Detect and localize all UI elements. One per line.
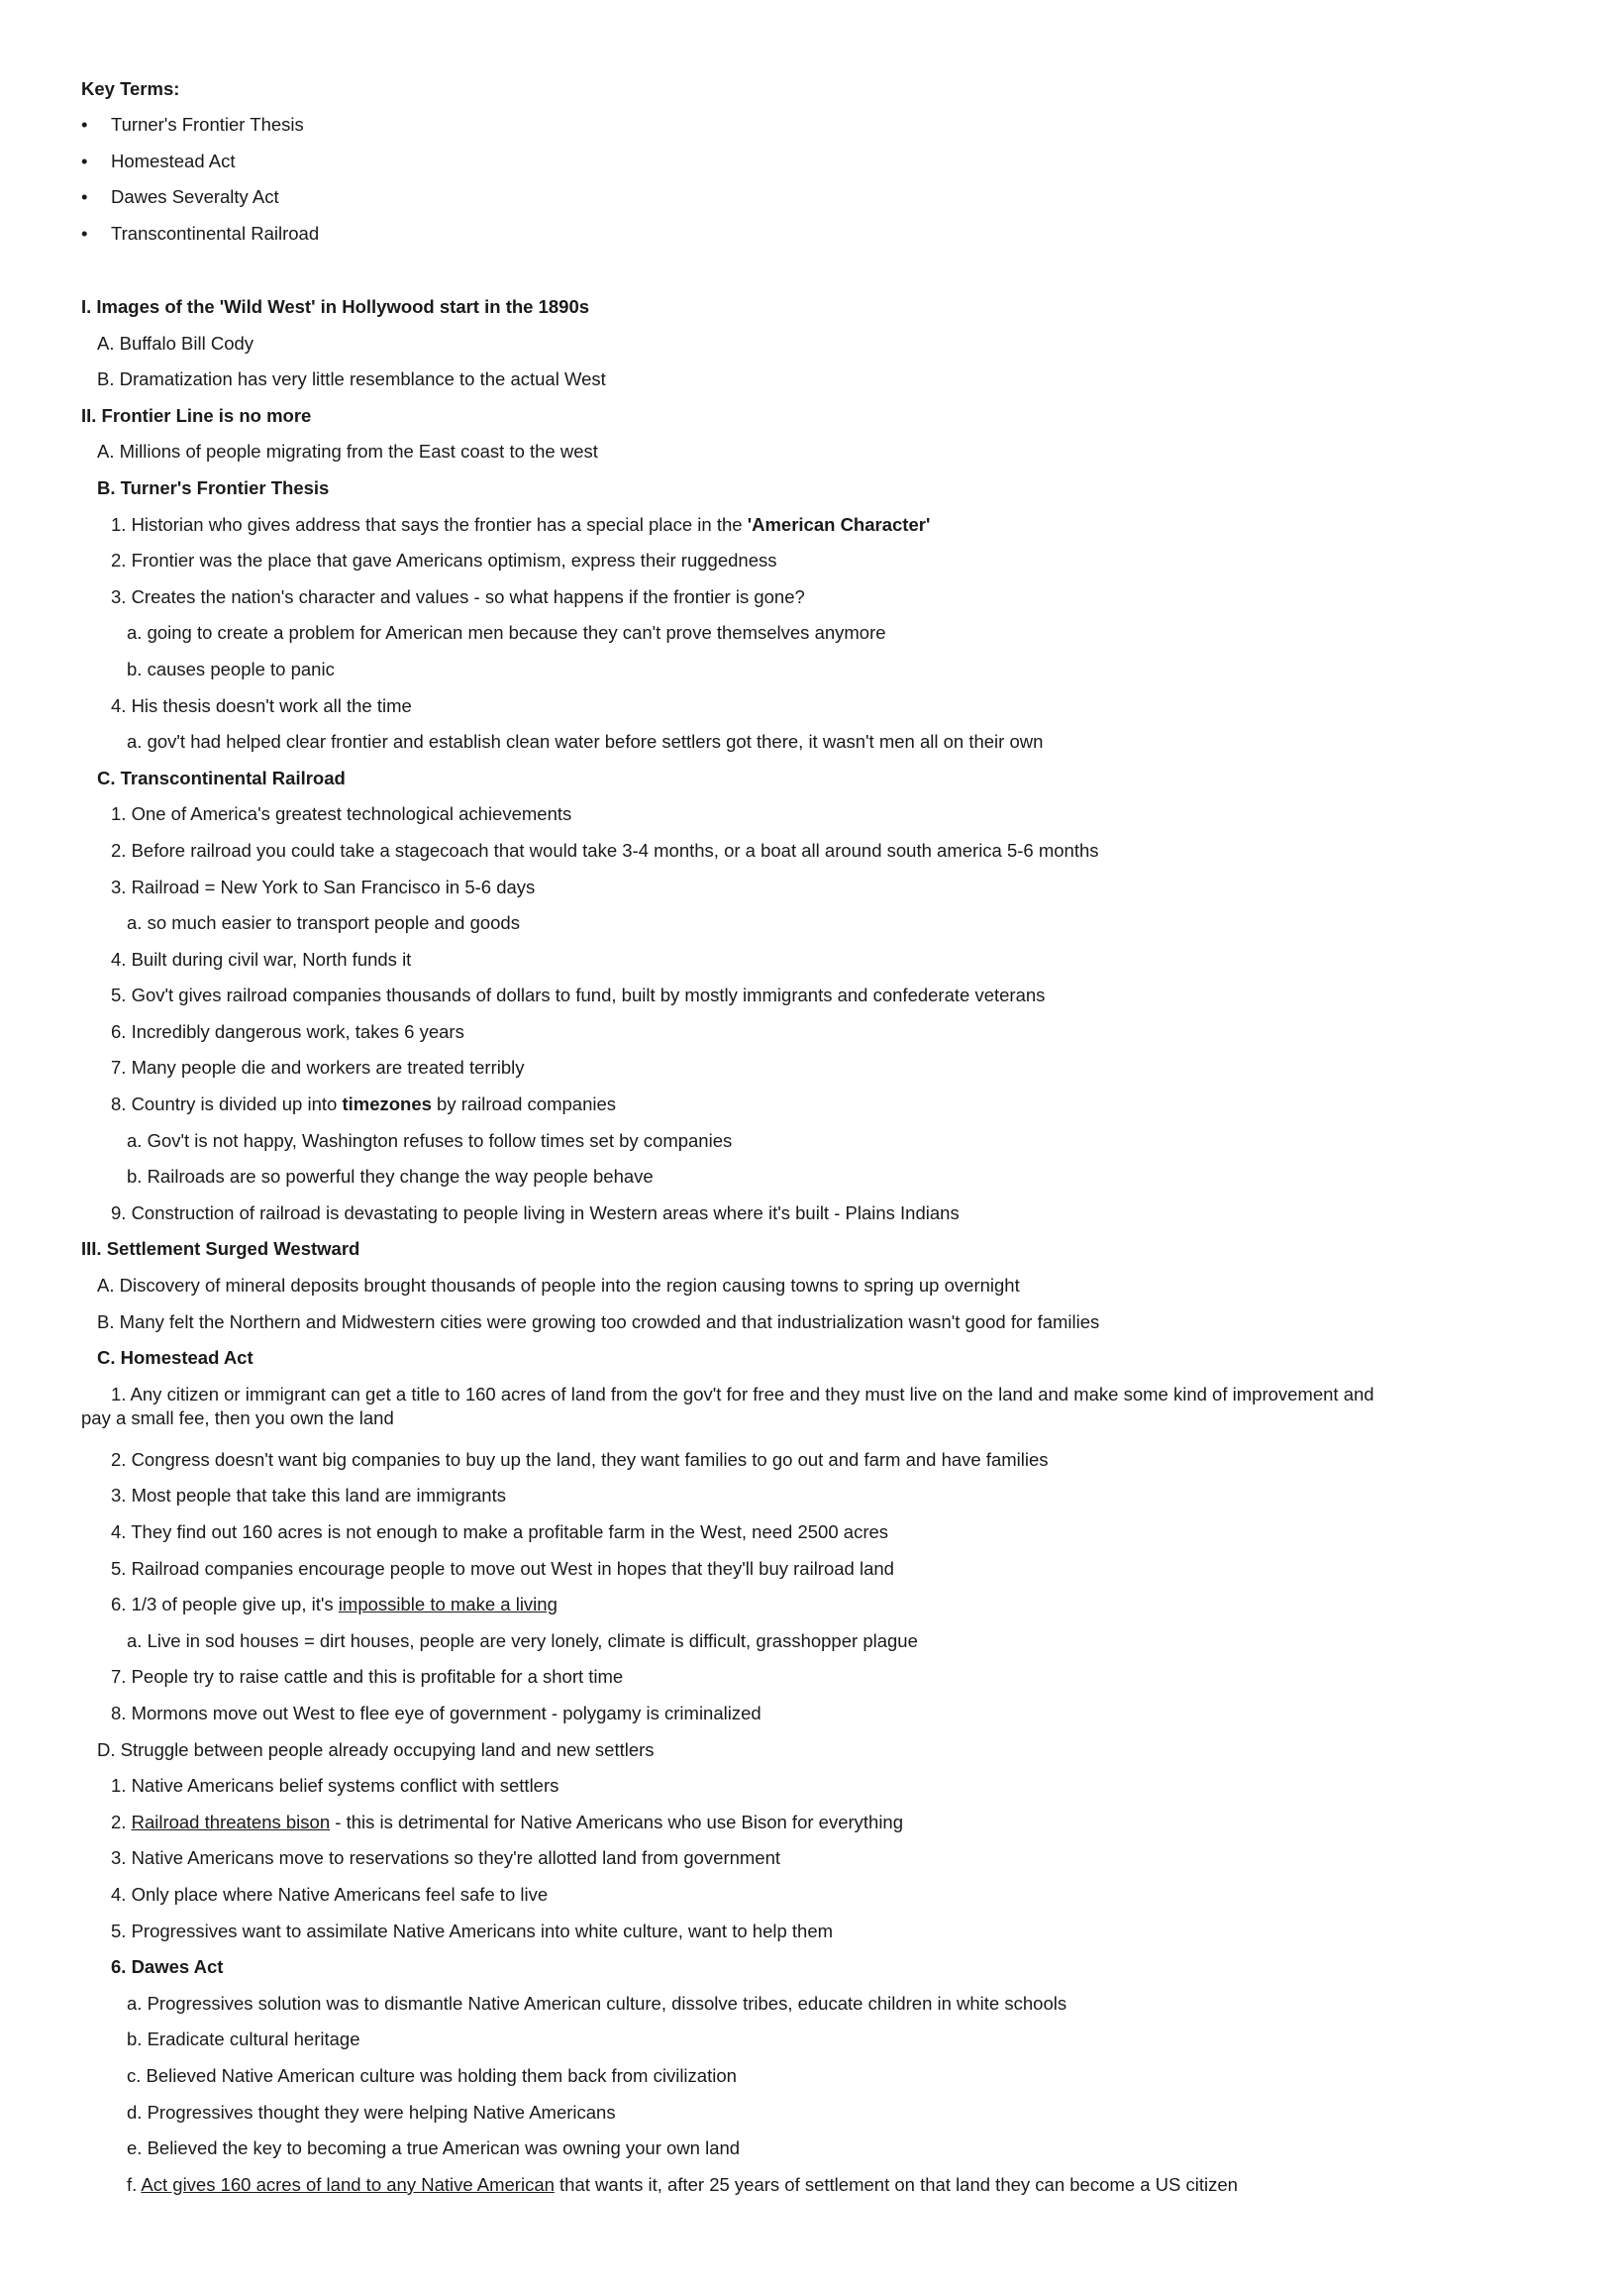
subsection-heading: C. Transcontinental Railroad	[97, 767, 346, 788]
outline-item: b. Railroads are so powerful they change the way people behave	[127, 1166, 654, 1188]
outline-item: 7. Many people die and workers are treated terribly	[111, 1057, 525, 1079]
outline-item: c. Believed Native American culture was holding them back from civilization	[127, 2064, 737, 2086]
outline-item: 8. Mormons move out West to flee eye of government - polygamy is criminalized	[111, 1702, 761, 1723]
outline-item: b. Eradicate cultural heritage	[127, 2028, 360, 2050]
outline-item: d. Progressives thought they were helping Native Americans	[127, 2101, 616, 2123]
section-heading: I. Images of the 'Wild West' in Hollywood start in the 1890s	[81, 296, 590, 317]
outline-item: 2. Congress doesn't want big companies to buy up the land, they want families to go out and farm and have families	[111, 1448, 1049, 1470]
outline-item: B. Dramatization has very little resemblance to the actual West	[97, 368, 606, 390]
subsection-heading: C. Homestead Act	[97, 1347, 254, 1369]
item-text: 6. 1/3 of people give up, it's	[111, 1594, 339, 1615]
item-text: - this is detrimental for Native Americans who use Bison for everything	[330, 1811, 904, 1832]
outline-item: a. Live in sod houses = dirt houses, people are very lonely, climate is difficult, grasshopper plague	[127, 1629, 918, 1651]
outline-item: a. gov't had helped clear frontier and establish clean water before settlers got there, it wasn't men all on their own	[127, 731, 1044, 753]
item-text: that wants it, after 25 years of settlement on that land they can become a US citizen	[554, 2173, 1238, 2195]
outline-item: 4. Only place where Native Americans feel safe to live	[111, 1883, 549, 1905]
item-text: by railroad companies	[431, 1093, 617, 1115]
outline-item	[0, 2173, 1624, 2210]
section-heading: II. Frontier Line is no more	[81, 404, 312, 426]
outline-item: A. Millions of people migrating from the East coast to the west	[97, 441, 598, 463]
item-text: 8. Country is divided up into	[111, 1093, 343, 1115]
outline-item: 3. Creates the nation's character and values - so what happens if the frontier is gone?	[111, 585, 805, 607]
item-emphasis: timezones	[342, 1093, 432, 1115]
outline-item: a. Progressives solution was to dismantle Native American culture, dissolve tribes, educate children in white schools	[127, 1992, 1067, 2014]
item-text: 1. Historian who gives address that says the frontier has a special place in the	[111, 513, 748, 535]
item-text-continued: pay a small fee, then you own the land	[81, 1406, 394, 1428]
item-text: f.	[127, 2173, 142, 2195]
outline-item: 3. Native Americans move to reservations so they're allotted land from government	[111, 1847, 781, 1869]
outline-item: 2. Frontier was the place that gave Americans optimism, express their ruggedness	[111, 550, 777, 572]
key-terms-title: Key Terms:	[81, 78, 180, 99]
item-underlined: impossible to make a living	[338, 1594, 558, 1615]
outline-item: 5. Gov't gives railroad companies thousands of dollars to fund, built by mostly immigrants and confederate veterans	[111, 985, 1046, 1006]
outline-item: 4. Built during civil war, North funds it	[111, 948, 412, 970]
key-term-item: • Dawes Severalty Act	[81, 185, 319, 222]
outline-item: 7. People try to raise cattle and this is profitable for a short time	[111, 1666, 624, 1688]
outline-item: a. so much easier to transport people and goods	[127, 912, 520, 934]
outline-item: B. Many felt the Northern and Midwestern cities were growing too crowded and that industrialization wasn't good for families	[97, 1310, 1100, 1332]
outline-item: 4. They find out 160 acres is not enough to make a profitable farm in the West, need 2500 acres	[111, 1521, 889, 1542]
outline-item: 2. Before railroad you could take a stagecoach that would take 3-4 months, or a boat all around south america 5-6 months	[111, 839, 1099, 861]
key-term-item: • Turner's Frontier Thesis	[81, 113, 319, 150]
subsection-heading: B. Turner's Frontier Thesis	[97, 476, 330, 498]
key-terms-list	[81, 113, 319, 258]
item-underlined: Railroad threatens bison	[131, 1811, 331, 1832]
outline-item: 1. Native Americans belief systems conflict with settlers	[111, 1775, 559, 1797]
outline-item	[0, 1383, 1596, 1448]
outline	[0, 295, 1624, 2209]
outline-item: 1. One of America's greatest technological achievements	[111, 803, 572, 825]
outline-item: 5. Progressives want to assimilate Native Americans into white culture, want to help them	[111, 1920, 834, 1941]
outline-item: D. Struggle between people already occupying land and new settlers	[97, 1738, 655, 1760]
outline-item	[0, 513, 1624, 550]
outline-item: 3. Railroad = New York to San Francisco in 5-6 days	[111, 876, 536, 897]
subsection-heading: 6. Dawes Act	[111, 1956, 224, 1978]
item-text: 2.	[111, 1811, 132, 1832]
key-term-item: • Homestead Act	[81, 150, 319, 186]
outline-item	[0, 1593, 1624, 1629]
section-heading: III. Settlement Surged Westward	[81, 1238, 360, 1260]
outline-item: A. Discovery of mineral deposits brought thousands of people into the region causing towns to spring up overnight	[97, 1275, 1020, 1297]
item-underlined: Act gives 160 acres of land to any Native American	[141, 2173, 555, 2195]
outline-item: 5. Railroad companies encourage people to move out West in hopes that they'll buy railroad land	[111, 1557, 894, 1579]
outline-item: a. Gov't is not happy, Washington refuses to follow times set by companies	[127, 1129, 733, 1151]
outline-item: 4. His thesis doesn't work all the time	[111, 694, 412, 716]
outline-item: 6. Incredibly dangerous work, takes 6 years	[111, 1020, 464, 1042]
outline-item: 3. Most people that take this land are immigrants	[111, 1485, 506, 1507]
item-text: 1. Any citizen or immigrant can get a title to 160 acres of land from the gov't for free and they must live on the land and make some kind of improvement and	[111, 1383, 1374, 1404]
outline-item	[0, 1092, 1624, 1129]
key-term-item: • Transcontinental Railroad	[81, 222, 319, 259]
outline-item: a. going to create a problem for American men because they can't prove themselves anymore	[127, 622, 886, 644]
outline-item	[0, 1811, 1624, 1847]
outline-item: b. causes people to panic	[127, 658, 335, 679]
outline-item: e. Believed the key to becoming a true American was owning your own land	[127, 2137, 741, 2159]
item-emphasis: 'American Character'	[747, 513, 931, 535]
outline-item: A. Buffalo Bill Cody	[97, 332, 254, 354]
outline-item: 9. Construction of railroad is devastating to people living in Western areas where it's built - Plains Indians	[111, 1201, 960, 1223]
